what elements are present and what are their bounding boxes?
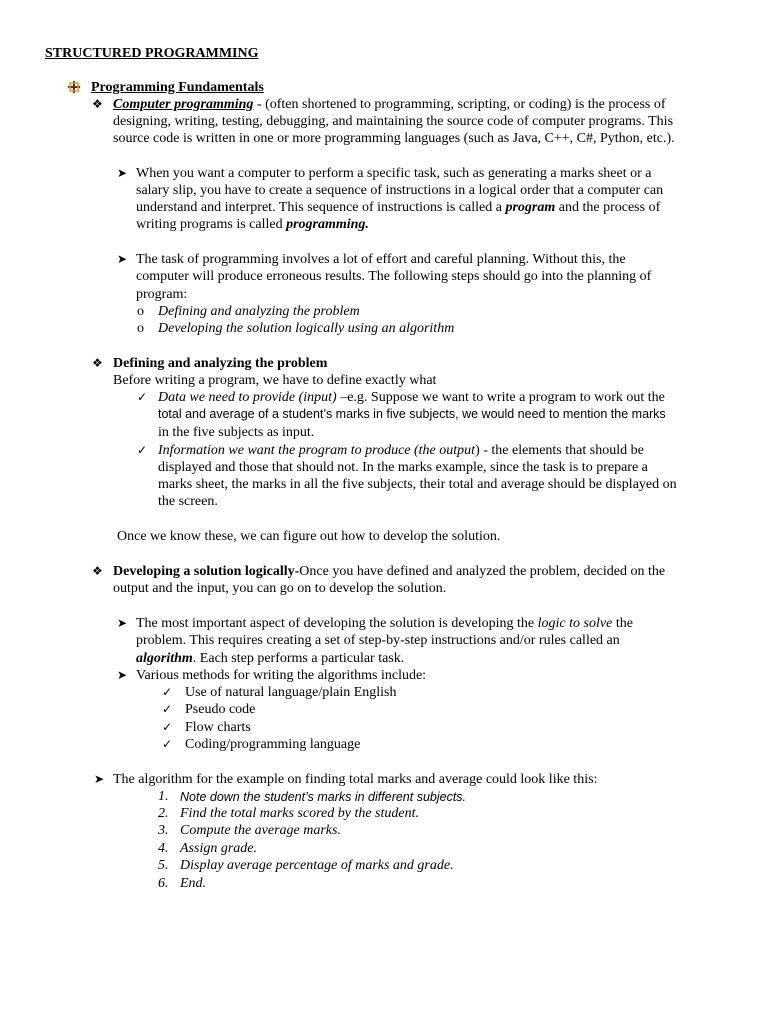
step-number: 3.: [158, 823, 169, 838]
step-text: Compute the average marks.: [180, 823, 341, 838]
step-text: Find the total marks scored by the student.: [180, 806, 419, 821]
diamond-bullet-icon: ❖: [92, 564, 103, 578]
output-line-3: marks sheet, the marks in all the five subjects, their total and average should be displayed on: [158, 477, 677, 492]
aspect-text: The most important aspect of developing the solution is developing the: [136, 616, 538, 631]
diamond-bullet-icon: ❖: [92, 97, 103, 111]
output-line-2: displayed and those that should not. In the marks example, since the task is to prepare a: [158, 460, 648, 475]
checkmark-icon: ✓: [137, 443, 148, 457]
cp-text: - (often shortened to programming, scripting, or coding) is the process of: [253, 97, 666, 112]
p1-line-4: [136, 216, 369, 233]
p2-line-1: The task of programming involves a lot of effort and careful planning. Without this, the: [136, 252, 626, 267]
input-line-2: total and average of a student’s marks in five subjects, we would need to mention the marks: [158, 407, 666, 421]
step-number: 5.: [158, 858, 169, 873]
output-line-4: the screen.: [158, 494, 218, 509]
method-item: Use of natural language/plain English: [185, 685, 397, 700]
p1-text: and the process of: [555, 200, 661, 215]
circle-bullet-icon: o: [137, 304, 144, 319]
diamond-bullet-icon: ❖: [92, 356, 103, 370]
aspect-line-2: problem. This requires creating a set of step-by-step instructions and/or rules called an: [136, 633, 620, 648]
circle-bullet-icon: o: [137, 321, 144, 336]
fundamentals-heading: Programming Fundamentals: [91, 80, 264, 95]
checkmark-icon: ✓: [162, 720, 173, 734]
p1-line-3: [136, 199, 660, 216]
step-text: End.: [180, 876, 207, 891]
algorithm-term: algorithm: [136, 651, 193, 666]
aspect-text: the: [612, 616, 633, 631]
p2-step-2: Developing the solution logically using an algorithm: [158, 321, 455, 336]
output-text: ) - the elements that should be: [475, 443, 644, 458]
method-item: Flow charts: [185, 720, 251, 735]
checkmark-icon: ✓: [162, 685, 173, 699]
cp-line-2: designing, writing, testing, debugging, and maintaining the source code of computer programs. This: [113, 114, 674, 129]
developing-text: Once you have defined and analyzed the problem, decided on the: [299, 564, 666, 579]
step-number: 1.: [158, 789, 169, 804]
step-number: 4.: [158, 841, 169, 856]
step-text: Assign grade.: [180, 841, 257, 856]
step-number: 2.: [158, 806, 169, 821]
step-text: Note down the student’s marks in different subjects.: [180, 790, 467, 804]
defining-heading: Defining and analyzing the problem: [113, 356, 328, 371]
step-number: 6.: [158, 876, 169, 891]
checkmark-icon: ✓: [137, 390, 148, 404]
output-line-1: [158, 442, 644, 459]
input-text: –e.g. Suppose we want to write a program to work out the: [336, 390, 665, 405]
algorithm-intro: The algorithm for the example on finding total marks and average could look like this:: [113, 772, 598, 787]
program-term: program: [505, 200, 556, 215]
document-title: STRUCTURED PROGRAMMING: [45, 46, 259, 61]
defining-intro: Before writing a program, we have to define exactly what: [113, 373, 437, 388]
cp-line-1: [113, 96, 666, 113]
cp-line-3: source code is written in one or more programming languages (such as Java, C++, C#, Python, etc.).: [113, 131, 675, 146]
aspect-text: . Each step performs a particular task.: [192, 651, 405, 666]
arrow-bullet-icon: ➤: [117, 668, 128, 682]
p2-line-2: computer will produce erroneous results. The following steps should go into the planning of: [136, 269, 652, 284]
cp-term: Computer programming: [113, 97, 254, 112]
methods-intro: Various methods for writing the algorithms include:: [136, 668, 427, 683]
arrow-bullet-icon: ➤: [117, 616, 128, 630]
p1-text: understand and interpret. This sequence of instructions is called a: [136, 200, 506, 215]
section-bullet-icon: [67, 80, 81, 94]
arrow-bullet-icon: ➤: [117, 166, 128, 180]
step-text: Display average percentage of marks and grade.: [180, 858, 454, 873]
p2-step-1: Defining and analyzing the problem: [158, 304, 360, 319]
aspect-line-1: [136, 615, 633, 632]
input-term: Data we need to provide (input): [158, 390, 337, 405]
aspect-line-3: [136, 650, 404, 667]
p1-text: writing programs is called: [136, 217, 287, 232]
method-item: Coding/programming language: [185, 737, 361, 752]
checkmark-icon: ✓: [162, 702, 173, 716]
checkmark-icon: ✓: [162, 737, 173, 751]
method-item: Pseudo code: [185, 702, 256, 717]
p2-line-3: program:: [136, 287, 188, 302]
input-line-3: in the five subjects as input.: [158, 425, 315, 440]
p1-line-2: salary slip, you have to create a sequence of instructions in a logical order that a computer can: [136, 183, 664, 198]
input-line-1: [158, 389, 665, 406]
arrow-bullet-icon: ➤: [94, 772, 105, 786]
logic-term: logic to solve: [537, 616, 613, 631]
once-line: Once we know these, we can figure out how to develop the solution.: [117, 529, 501, 544]
developing-line-2: output and the input, you can go on to develop the solution.: [113, 581, 447, 596]
programming-term: programming.: [286, 217, 369, 232]
developing-line-1: [113, 563, 665, 580]
developing-heading: Developing a solution logically-: [113, 564, 300, 579]
p1-line-1: When you want a computer to perform a specific task, such as generating a marks sheet or a: [136, 166, 652, 181]
arrow-bullet-icon: ➤: [117, 252, 128, 266]
output-term: Information we want the program to produce (the output: [158, 443, 476, 458]
